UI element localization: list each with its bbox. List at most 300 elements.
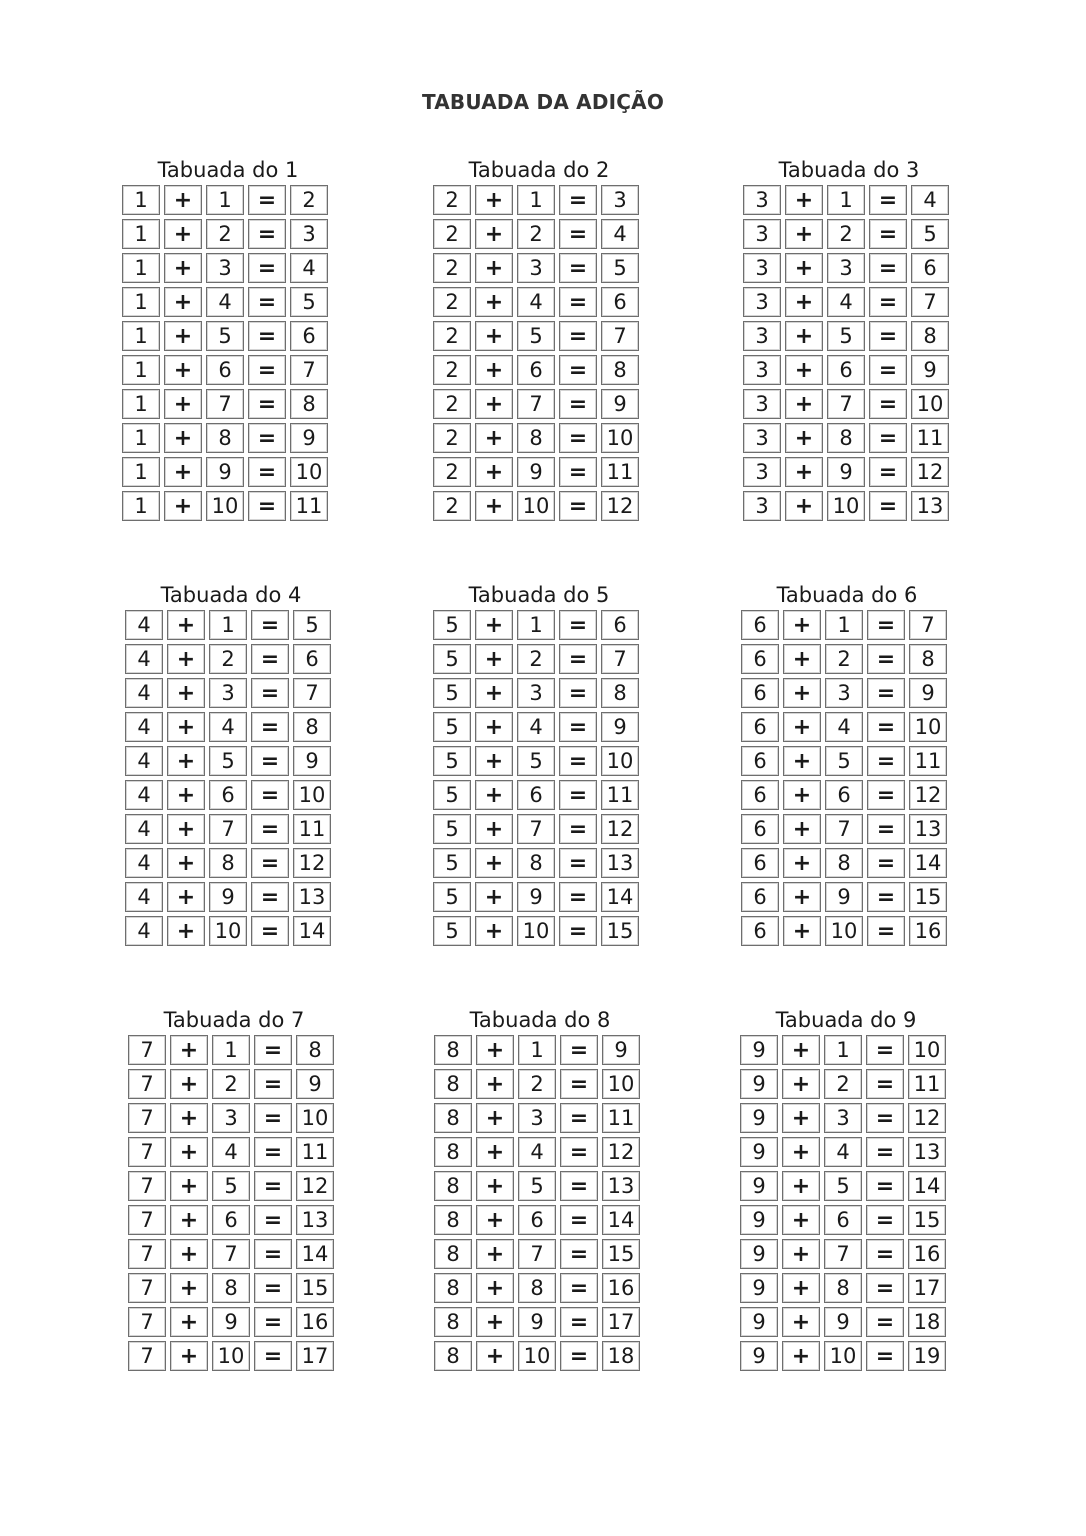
addend-cell: 3 xyxy=(743,185,781,215)
addend-cell: 7 xyxy=(128,1239,166,1269)
addend-cell: 10 xyxy=(518,1341,556,1371)
addend-cell: 9 xyxy=(740,1103,778,1133)
addend-cell: 4 xyxy=(125,814,163,844)
sum-cell: 11 xyxy=(296,1137,334,1167)
equals-sign-cell: = xyxy=(251,814,289,844)
addend-cell: 6 xyxy=(827,355,865,385)
addend-cell: 1 xyxy=(122,355,160,385)
plus-sign-cell: + xyxy=(164,321,202,351)
addend-cell: 5 xyxy=(433,780,471,810)
sum-cell: 12 xyxy=(601,491,639,521)
equals-sign-cell: = xyxy=(251,610,289,640)
addend-cell: 2 xyxy=(433,389,471,419)
plus-sign-cell: + xyxy=(475,219,513,249)
plus-sign-cell: + xyxy=(783,678,821,708)
addend-cell: 9 xyxy=(825,882,863,912)
sum-cell: 3 xyxy=(290,219,328,249)
addend-cell: 8 xyxy=(434,1069,472,1099)
addend-cell: 7 xyxy=(209,814,247,844)
sum-cell: 11 xyxy=(908,1069,946,1099)
equals-sign-cell: = xyxy=(869,457,907,487)
equals-sign-cell: = xyxy=(559,746,597,776)
sum-cell: 12 xyxy=(909,780,947,810)
sum-cell: 12 xyxy=(602,1137,640,1167)
equals-sign-cell: = xyxy=(559,389,597,419)
equals-sign-cell: = xyxy=(869,253,907,283)
equals-sign-cell: = xyxy=(251,882,289,912)
addend-cell: 3 xyxy=(743,219,781,249)
equals-sign-cell: = xyxy=(254,1205,292,1235)
plus-sign-cell: + xyxy=(164,219,202,249)
plus-sign-cell: + xyxy=(476,1137,514,1167)
addition-table xyxy=(433,583,645,946)
table-title: Tabuada do 4 xyxy=(160,583,302,607)
addend-cell: 6 xyxy=(741,746,779,776)
plus-sign-cell: + xyxy=(170,1171,208,1201)
sum-cell: 8 xyxy=(293,712,331,742)
addend-cell: 1 xyxy=(122,457,160,487)
equals-sign-cell: = xyxy=(559,814,597,844)
sum-cell: 16 xyxy=(602,1273,640,1303)
plus-sign-cell: + xyxy=(164,253,202,283)
equals-sign-cell: = xyxy=(559,644,597,674)
equals-sign-cell: = xyxy=(254,1103,292,1133)
plus-sign-cell: + xyxy=(783,882,821,912)
addend-cell: 9 xyxy=(740,1341,778,1371)
addend-cell: 9 xyxy=(824,1307,862,1337)
plus-sign-cell: + xyxy=(164,491,202,521)
plus-sign-cell: + xyxy=(475,882,513,912)
sum-cell: 13 xyxy=(909,814,947,844)
addend-cell: 1 xyxy=(518,1035,556,1065)
addend-cell: 4 xyxy=(125,916,163,946)
addend-cell: 2 xyxy=(825,644,863,674)
table-grid xyxy=(125,610,337,946)
addend-cell: 10 xyxy=(212,1341,250,1371)
plus-sign-cell: + xyxy=(785,253,823,283)
addend-cell: 3 xyxy=(206,253,244,283)
plus-sign-cell: + xyxy=(783,780,821,810)
addend-cell: 3 xyxy=(212,1103,250,1133)
table-grid xyxy=(434,1035,646,1371)
plus-sign-cell: + xyxy=(475,185,513,215)
addend-cell: 9 xyxy=(827,457,865,487)
plus-sign-cell: + xyxy=(476,1341,514,1371)
equals-sign-cell: = xyxy=(560,1307,598,1337)
plus-sign-cell: + xyxy=(164,457,202,487)
addend-cell: 1 xyxy=(827,185,865,215)
addend-cell: 7 xyxy=(517,814,555,844)
equals-sign-cell: = xyxy=(254,1171,292,1201)
sum-cell: 7 xyxy=(601,321,639,351)
addend-cell: 4 xyxy=(824,1137,862,1167)
sum-cell: 6 xyxy=(911,253,949,283)
addend-cell: 6 xyxy=(741,780,779,810)
sum-cell: 11 xyxy=(909,746,947,776)
addend-cell: 6 xyxy=(209,780,247,810)
page-title: TABUADA DA ADIÇÃO xyxy=(421,90,665,114)
equals-sign-cell: = xyxy=(869,423,907,453)
addend-cell: 3 xyxy=(743,389,781,419)
addend-cell: 10 xyxy=(206,491,244,521)
addend-cell: 4 xyxy=(827,287,865,317)
addend-cell: 6 xyxy=(212,1205,250,1235)
addend-cell: 4 xyxy=(206,287,244,317)
addition-table xyxy=(128,1008,340,1371)
equals-sign-cell: = xyxy=(866,1035,904,1065)
plus-sign-cell: + xyxy=(167,916,205,946)
sum-cell: 6 xyxy=(290,321,328,351)
addend-cell: 3 xyxy=(743,287,781,317)
addend-cell: 4 xyxy=(212,1137,250,1167)
addition-table xyxy=(125,583,337,946)
plus-sign-cell: + xyxy=(164,389,202,419)
addend-cell: 5 xyxy=(433,712,471,742)
plus-sign-cell: + xyxy=(167,610,205,640)
table-grid xyxy=(743,185,955,521)
addend-cell: 6 xyxy=(741,848,779,878)
sum-cell: 9 xyxy=(296,1069,334,1099)
addend-cell: 7 xyxy=(128,1205,166,1235)
addend-cell: 8 xyxy=(518,1273,556,1303)
addend-cell: 8 xyxy=(209,848,247,878)
plus-sign-cell: + xyxy=(475,321,513,351)
plus-sign-cell: + xyxy=(475,814,513,844)
sum-cell: 4 xyxy=(911,185,949,215)
equals-sign-cell: = xyxy=(248,389,286,419)
addend-cell: 2 xyxy=(433,219,471,249)
equals-sign-cell: = xyxy=(254,1137,292,1167)
addend-cell: 4 xyxy=(517,712,555,742)
table-title: Tabuada do 3 xyxy=(778,158,920,182)
table-grid xyxy=(122,185,334,521)
table-grid xyxy=(740,1035,952,1371)
addend-cell: 7 xyxy=(128,1103,166,1133)
sum-cell: 12 xyxy=(601,814,639,844)
plus-sign-cell: + xyxy=(785,219,823,249)
addend-cell: 7 xyxy=(827,389,865,419)
addend-cell: 1 xyxy=(517,610,555,640)
addend-cell: 1 xyxy=(206,185,244,215)
addend-cell: 3 xyxy=(743,491,781,521)
addend-cell: 2 xyxy=(206,219,244,249)
sum-cell: 10 xyxy=(601,423,639,453)
plus-sign-cell: + xyxy=(476,1103,514,1133)
addend-cell: 9 xyxy=(517,457,555,487)
equals-sign-cell: = xyxy=(248,321,286,351)
plus-sign-cell: + xyxy=(782,1273,820,1303)
addend-cell: 7 xyxy=(206,389,244,419)
equals-sign-cell: = xyxy=(251,780,289,810)
sum-cell: 9 xyxy=(911,355,949,385)
equals-sign-cell: = xyxy=(869,355,907,385)
sum-cell: 14 xyxy=(601,882,639,912)
sum-cell: 13 xyxy=(293,882,331,912)
addend-cell: 4 xyxy=(125,610,163,640)
plus-sign-cell: + xyxy=(782,1205,820,1235)
plus-sign-cell: + xyxy=(785,389,823,419)
plus-sign-cell: + xyxy=(785,355,823,385)
addend-cell: 5 xyxy=(825,746,863,776)
sum-cell: 10 xyxy=(602,1069,640,1099)
sum-cell: 11 xyxy=(601,457,639,487)
sum-cell: 6 xyxy=(293,644,331,674)
plus-sign-cell: + xyxy=(476,1069,514,1099)
plus-sign-cell: + xyxy=(476,1205,514,1235)
sum-cell: 2 xyxy=(290,185,328,215)
sum-cell: 15 xyxy=(602,1239,640,1269)
equals-sign-cell: = xyxy=(251,644,289,674)
sum-cell: 17 xyxy=(602,1307,640,1337)
equals-sign-cell: = xyxy=(867,848,905,878)
addend-cell: 9 xyxy=(740,1035,778,1065)
addend-cell: 8 xyxy=(434,1239,472,1269)
plus-sign-cell: + xyxy=(475,610,513,640)
addend-cell: 5 xyxy=(433,746,471,776)
sum-cell: 12 xyxy=(293,848,331,878)
addend-cell: 2 xyxy=(433,355,471,385)
plus-sign-cell: + xyxy=(785,457,823,487)
table-grid xyxy=(433,610,645,946)
equals-sign-cell: = xyxy=(248,423,286,453)
equals-sign-cell: = xyxy=(866,1239,904,1269)
sum-cell: 10 xyxy=(911,389,949,419)
plus-sign-cell: + xyxy=(164,423,202,453)
sum-cell: 7 xyxy=(911,287,949,317)
sum-cell: 11 xyxy=(602,1103,640,1133)
addend-cell: 5 xyxy=(827,321,865,351)
sum-cell: 13 xyxy=(911,491,949,521)
addend-cell: 9 xyxy=(740,1069,778,1099)
plus-sign-cell: + xyxy=(170,1103,208,1133)
addition-table xyxy=(743,158,955,521)
table-title: Tabuada do 5 xyxy=(468,583,610,607)
table-grid xyxy=(128,1035,340,1371)
plus-sign-cell: + xyxy=(167,712,205,742)
addend-cell: 10 xyxy=(517,916,555,946)
addend-cell: 5 xyxy=(433,610,471,640)
plus-sign-cell: + xyxy=(782,1069,820,1099)
equals-sign-cell: = xyxy=(559,219,597,249)
sum-cell: 7 xyxy=(293,678,331,708)
addend-cell: 8 xyxy=(434,1307,472,1337)
plus-sign-cell: + xyxy=(476,1171,514,1201)
sum-cell: 10 xyxy=(908,1035,946,1065)
table-title: Tabuada do 2 xyxy=(468,158,610,182)
addend-cell: 8 xyxy=(827,423,865,453)
addend-cell: 7 xyxy=(128,1137,166,1167)
addend-cell: 2 xyxy=(518,1069,556,1099)
plus-sign-cell: + xyxy=(167,678,205,708)
addition-table xyxy=(122,158,334,521)
plus-sign-cell: + xyxy=(475,287,513,317)
equals-sign-cell: = xyxy=(560,1069,598,1099)
addend-cell: 8 xyxy=(434,1035,472,1065)
addend-cell: 6 xyxy=(741,610,779,640)
addend-cell: 6 xyxy=(517,355,555,385)
addend-cell: 1 xyxy=(517,185,555,215)
plus-sign-cell: + xyxy=(167,814,205,844)
table-title: Tabuada do 9 xyxy=(775,1008,917,1032)
plus-sign-cell: + xyxy=(475,355,513,385)
sum-cell: 9 xyxy=(601,712,639,742)
sum-cell: 18 xyxy=(602,1341,640,1371)
sum-cell: 8 xyxy=(909,644,947,674)
equals-sign-cell: = xyxy=(560,1103,598,1133)
addend-cell: 1 xyxy=(122,219,160,249)
table-title: Tabuada do 8 xyxy=(469,1008,611,1032)
equals-sign-cell: = xyxy=(251,678,289,708)
addend-cell: 6 xyxy=(741,712,779,742)
addend-cell: 8 xyxy=(434,1171,472,1201)
equals-sign-cell: = xyxy=(560,1273,598,1303)
addend-cell: 5 xyxy=(433,882,471,912)
addend-cell: 3 xyxy=(209,678,247,708)
sum-cell: 10 xyxy=(909,712,947,742)
addend-cell: 4 xyxy=(125,644,163,674)
addend-cell: 3 xyxy=(517,253,555,283)
plus-sign-cell: + xyxy=(782,1239,820,1269)
sum-cell: 9 xyxy=(601,389,639,419)
equals-sign-cell: = xyxy=(867,678,905,708)
addend-cell: 7 xyxy=(824,1239,862,1269)
sum-cell: 7 xyxy=(290,355,328,385)
addend-cell: 5 xyxy=(206,321,244,351)
table-grid xyxy=(741,610,953,946)
addend-cell: 4 xyxy=(125,712,163,742)
equals-sign-cell: = xyxy=(867,814,905,844)
addend-cell: 8 xyxy=(434,1341,472,1371)
addend-cell: 8 xyxy=(825,848,863,878)
sum-cell: 8 xyxy=(296,1035,334,1065)
addend-cell: 7 xyxy=(212,1239,250,1269)
sum-cell: 15 xyxy=(601,916,639,946)
equals-sign-cell: = xyxy=(248,219,286,249)
addend-cell: 4 xyxy=(125,848,163,878)
addend-cell: 1 xyxy=(122,321,160,351)
addend-cell: 2 xyxy=(433,321,471,351)
equals-sign-cell: = xyxy=(559,610,597,640)
equals-sign-cell: = xyxy=(869,389,907,419)
equals-sign-cell: = xyxy=(248,185,286,215)
equals-sign-cell: = xyxy=(254,1069,292,1099)
addend-cell: 1 xyxy=(209,610,247,640)
equals-sign-cell: = xyxy=(251,746,289,776)
addend-cell: 10 xyxy=(827,491,865,521)
equals-sign-cell: = xyxy=(867,712,905,742)
sum-cell: 19 xyxy=(908,1341,946,1371)
equals-sign-cell: = xyxy=(559,423,597,453)
addend-cell: 8 xyxy=(206,423,244,453)
plus-sign-cell: + xyxy=(475,848,513,878)
addend-cell: 6 xyxy=(518,1205,556,1235)
equals-sign-cell: = xyxy=(560,1137,598,1167)
addend-cell: 6 xyxy=(741,678,779,708)
plus-sign-cell: + xyxy=(785,185,823,215)
addend-cell: 6 xyxy=(741,644,779,674)
sum-cell: 8 xyxy=(290,389,328,419)
addend-cell: 7 xyxy=(517,389,555,419)
plus-sign-cell: + xyxy=(164,355,202,385)
plus-sign-cell: + xyxy=(783,848,821,878)
addend-cell: 7 xyxy=(128,1035,166,1065)
addend-cell: 6 xyxy=(517,780,555,810)
plus-sign-cell: + xyxy=(475,780,513,810)
addition-table xyxy=(740,1008,952,1371)
addend-cell: 8 xyxy=(212,1273,250,1303)
equals-sign-cell: = xyxy=(867,882,905,912)
addend-cell: 1 xyxy=(122,253,160,283)
addend-cell: 4 xyxy=(517,287,555,317)
sum-cell: 5 xyxy=(601,253,639,283)
plus-sign-cell: + xyxy=(475,916,513,946)
addend-cell: 8 xyxy=(517,848,555,878)
addend-cell: 4 xyxy=(209,712,247,742)
plus-sign-cell: + xyxy=(167,780,205,810)
equals-sign-cell: = xyxy=(254,1239,292,1269)
addend-cell: 6 xyxy=(824,1205,862,1235)
addend-cell: 1 xyxy=(122,423,160,453)
addend-cell: 9 xyxy=(517,882,555,912)
addend-cell: 7 xyxy=(128,1307,166,1337)
sum-cell: 11 xyxy=(601,780,639,810)
addend-cell: 1 xyxy=(212,1035,250,1065)
addend-cell: 3 xyxy=(827,253,865,283)
sum-cell: 16 xyxy=(909,916,947,946)
equals-sign-cell: = xyxy=(866,1103,904,1133)
addend-cell: 3 xyxy=(743,457,781,487)
addend-cell: 3 xyxy=(743,321,781,351)
sum-cell: 10 xyxy=(296,1103,334,1133)
addend-cell: 4 xyxy=(825,712,863,742)
addend-cell: 5 xyxy=(212,1171,250,1201)
addend-cell: 6 xyxy=(741,814,779,844)
plus-sign-cell: + xyxy=(475,712,513,742)
sum-cell: 13 xyxy=(601,848,639,878)
sum-cell: 11 xyxy=(293,814,331,844)
plus-sign-cell: + xyxy=(475,389,513,419)
addend-cell: 9 xyxy=(740,1137,778,1167)
plus-sign-cell: + xyxy=(475,457,513,487)
addend-cell: 8 xyxy=(434,1273,472,1303)
addend-cell: 1 xyxy=(122,389,160,419)
sum-cell: 17 xyxy=(296,1341,334,1371)
equals-sign-cell: = xyxy=(559,287,597,317)
addend-cell: 4 xyxy=(125,678,163,708)
addend-cell: 3 xyxy=(743,355,781,385)
equals-sign-cell: = xyxy=(867,644,905,674)
plus-sign-cell: + xyxy=(783,644,821,674)
plus-sign-cell: + xyxy=(785,423,823,453)
addend-cell: 2 xyxy=(517,219,555,249)
equals-sign-cell: = xyxy=(560,1035,598,1065)
addend-cell: 1 xyxy=(122,185,160,215)
addend-cell: 2 xyxy=(824,1069,862,1099)
sum-cell: 12 xyxy=(908,1103,946,1133)
plus-sign-cell: + xyxy=(782,1341,820,1371)
plus-sign-cell: + xyxy=(475,423,513,453)
plus-sign-cell: + xyxy=(170,1069,208,1099)
addend-cell: 2 xyxy=(209,644,247,674)
addend-cell: 3 xyxy=(743,253,781,283)
equals-sign-cell: = xyxy=(867,916,905,946)
plus-sign-cell: + xyxy=(782,1035,820,1065)
sum-cell: 5 xyxy=(911,219,949,249)
equals-sign-cell: = xyxy=(559,457,597,487)
equals-sign-cell: = xyxy=(869,321,907,351)
sum-cell: 14 xyxy=(293,916,331,946)
equals-sign-cell: = xyxy=(251,848,289,878)
